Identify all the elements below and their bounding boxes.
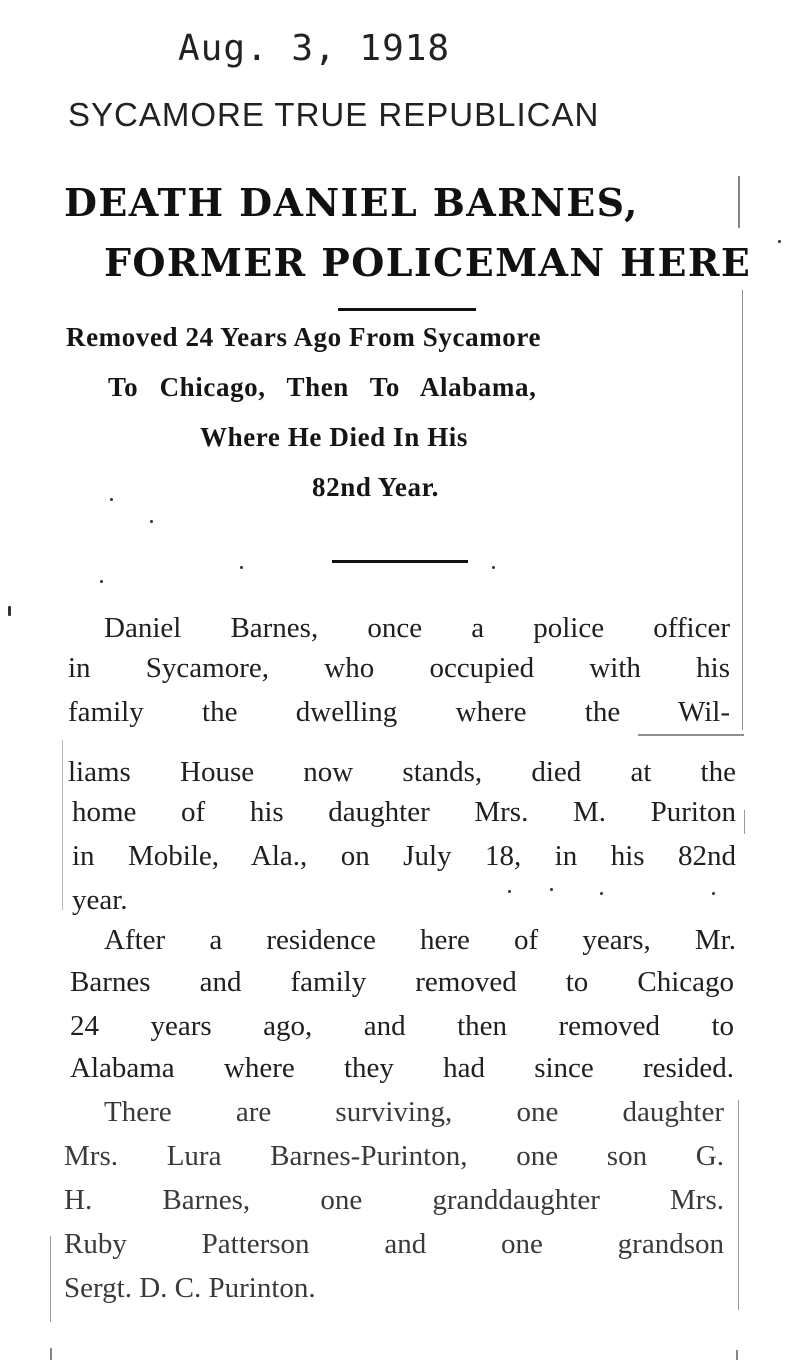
subheadline-line-3: Where He Died In His: [200, 422, 468, 452]
body-line-3: family the dwelling where the Wil-: [68, 696, 730, 728]
body-line-15: Ruby Patterson and one grandson: [64, 1228, 724, 1260]
body-line-5: home of his daughter Mrs. M. Puriton: [72, 796, 736, 828]
body-line-7: year.: [72, 884, 128, 916]
body-line-6: in Mobile, Ala., on July 18, in his 82nd: [72, 840, 736, 872]
clipping-edge-line: [738, 1100, 739, 1310]
subheadline-line-4: 82nd Year.: [312, 472, 440, 502]
print-speck: [110, 498, 113, 501]
body-line-12: There are surviving, one daughter: [104, 1096, 724, 1128]
body-line-10: 24 years ago, and then removed to: [70, 1010, 734, 1042]
clipping-edge-line: [50, 1236, 51, 1322]
body-line-16: Sergt. D. C. Purinton.: [64, 1272, 316, 1304]
clipping-edge-line: [62, 740, 63, 910]
clipping-edge-line: [742, 290, 743, 730]
body-line-4: liams House now stands, died at the: [68, 756, 736, 788]
subheadline-divider: [332, 560, 468, 563]
print-speck: [240, 566, 243, 569]
body-line-14: H. Barnes, one granddaughter Mrs.: [64, 1184, 724, 1216]
body-line-1: Daniel Barnes, once a police officer: [104, 612, 730, 644]
print-speck: [8, 606, 11, 616]
clipping-edge-line: [738, 176, 740, 228]
subheadline-line-1: Removed 24 Years Ago From Sycamore: [66, 322, 542, 352]
headline-divider: [338, 308, 476, 311]
clipping-edge-line: [744, 810, 745, 834]
print-speck: [712, 892, 715, 895]
clipping-edge-line: [638, 734, 744, 736]
body-line-8: After a residence here of years, Mr.: [104, 924, 736, 956]
newspaper-name: SYCAMORE TRUE REPUBLICAN: [68, 96, 600, 133]
print-speck: [508, 890, 511, 893]
headline-line-2: FORMER POLICEMAN HERE: [104, 240, 752, 285]
clipping-edge-line: [50, 1348, 52, 1360]
print-speck: [778, 240, 781, 243]
print-speck: [492, 566, 495, 569]
body-line-9: Barnes and family removed to Chicago: [70, 966, 734, 998]
print-speck: [100, 580, 103, 583]
print-speck: [550, 888, 553, 891]
body-line-11: Alabama where they had since resided.: [70, 1052, 734, 1084]
print-speck: [150, 520, 153, 523]
headline-line-1: DEATH DANIEL BARNES,: [64, 180, 639, 225]
clipping-edge-line: [736, 1350, 738, 1360]
print-speck: [600, 892, 603, 895]
body-line-2: in Sycamore, who occupied with his: [68, 652, 730, 684]
subheadline-line-2: To Chicago, Then To Alabama,: [108, 372, 537, 402]
clipping-date: Aug. 3, 1918: [178, 28, 451, 69]
body-line-13: Mrs. Lura Barnes-Purinton, one son G.: [64, 1140, 724, 1172]
